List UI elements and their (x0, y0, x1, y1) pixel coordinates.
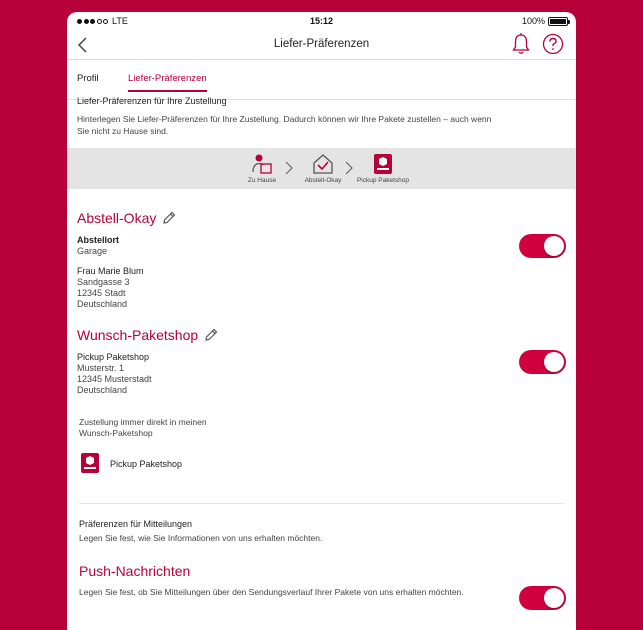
abstell-okay-heading (77, 210, 176, 226)
intro-text: Hinterlegen Sie Liefer-Präferenzen für Ihre Zustellung. Dadurch können wir Ihre Pakete zustellen – auch wenn Sie nicht zu Hause sind. (77, 114, 492, 136)
battery-icon (548, 17, 568, 26)
section-title: Abstell-Okay (77, 210, 157, 226)
house-check-icon (311, 153, 335, 175)
divider (79, 503, 564, 504)
step-abstell-okay (299, 153, 347, 184)
app-window (67, 12, 576, 630)
carrier-label: LTE (112, 16, 128, 26)
pickup-paketshop-link[interactable]: Pickup Paketshop (110, 459, 183, 469)
address-line: Deutschland (77, 299, 128, 309)
address-line: 12345 Stadt (77, 288, 126, 298)
paketshop-name: Pickup Paketshop (77, 352, 150, 362)
intro-heading: Liefer-Präferenzen für Ihre Zustellung (77, 96, 227, 106)
step-zu-hause (241, 153, 283, 184)
wunsch-paketshop-toggle[interactable] (519, 350, 566, 374)
recipient-name: Frau Marie Blum (77, 266, 144, 276)
clock: 15:12 (309, 16, 334, 26)
bell-icon[interactable] (510, 32, 532, 56)
chevron-right-icon (285, 161, 293, 175)
tab-bar (67, 60, 576, 100)
paketshop-note: Wunsch-Paketshop (79, 428, 153, 438)
step-label: Pickup Paketshop (356, 177, 410, 184)
abstellort-value: Garage (77, 246, 108, 256)
status-bar (67, 12, 576, 30)
nav-bar (67, 30, 576, 60)
tab-liefer-praeferenzen[interactable]: Liefer-Präferenzen (128, 73, 207, 92)
paketshop-icon (371, 153, 395, 175)
wunsch-paketshop-heading (77, 327, 218, 343)
section-title: Push-Nachrichten (79, 563, 191, 579)
section-title: Wunsch-Paketshop (77, 327, 199, 343)
question-circle-icon[interactable] (542, 33, 564, 55)
paketshop-icon (80, 452, 100, 474)
step-pickup-paketshop (351, 153, 415, 184)
abstellort-label: Abstellort (77, 235, 120, 245)
pencil-icon[interactable] (162, 211, 176, 225)
address-line: Sandgasse 3 (77, 277, 130, 287)
notifications-text: Legen Sie fest, wie Sie Informationen von uns erhalten möchten. (79, 533, 323, 543)
abstell-okay-toggle[interactable] (519, 234, 566, 258)
address-line: 12345 Musterstadt (77, 374, 152, 384)
page-title: Liefer-Präferenzen (273, 38, 370, 50)
step-label: Abstell-Okay (304, 177, 342, 184)
battery-percent: 100% (521, 16, 545, 26)
push-toggle[interactable] (519, 586, 566, 610)
paketshop-note: Zustellung immer direkt in meinen (79, 417, 207, 427)
tab-profil[interactable]: Profil (77, 73, 99, 84)
push-text: Legen Sie fest, ob Sie Mitteilungen über den Sendungsverlauf Ihrer Pakete von uns erhalten möchten. (79, 587, 464, 597)
step-label: Zu Hause (247, 177, 277, 184)
person-home-icon (250, 153, 274, 175)
address-line: Deutschland (77, 385, 128, 395)
notifications-heading: Präferenzen für Mitteilungen (79, 519, 193, 529)
address-line: Musterstr. 1 (77, 363, 125, 373)
push-heading (79, 563, 190, 579)
pencil-icon[interactable] (204, 328, 218, 342)
delivery-steps (67, 148, 576, 189)
